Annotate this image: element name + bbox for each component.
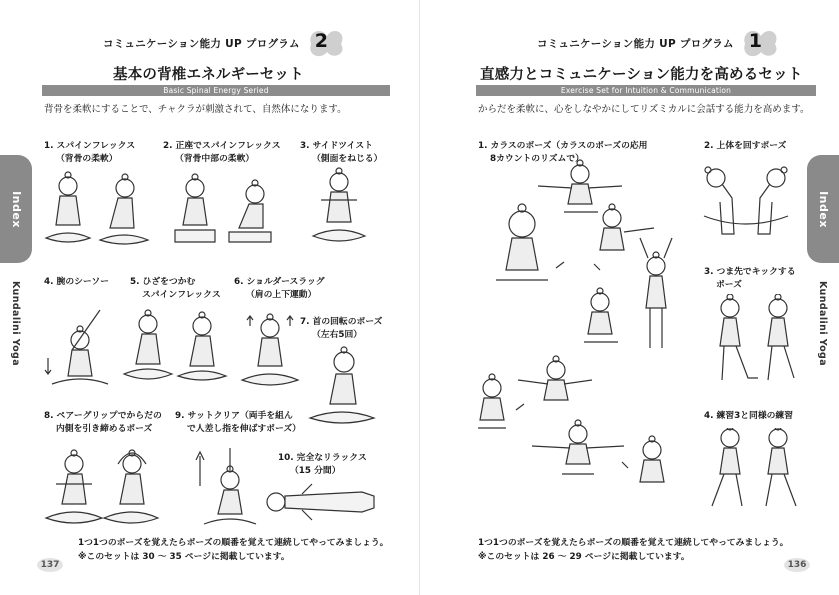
pose-illustration-10 [262,482,382,522]
side-label [6,268,26,388]
footer-line-2: ※このセットは 26 〜 29 ページに掲載しています。 [478,551,690,562]
pose-illustration-1-sequence [472,158,692,498]
side-label-text: Kundalini Yoga [817,280,829,367]
footer-line-2: ※このセットは 30 〜 35 ページに掲載しています。 [78,551,290,562]
page-number [783,557,811,573]
subtitle-bar: Basic Spinal Energy Seried [42,85,390,96]
page-number [36,557,64,573]
pose-title: 9. サットクリア（両手を組ん [175,411,293,421]
side-label-text: Kundalini Yoga [10,280,22,367]
pose-subtitle: （肩の上下運動） [246,290,317,300]
program-label: コミュニケーション能力 UP プログラム [103,37,300,50]
pose-title: 6. ショルダースラッグ [234,277,325,287]
right-page [420,0,839,595]
pose-illustration-3 [305,166,375,250]
footer-line-1: 1つ1つのポーズを覚えたらポーズの順番を覚えて連続してやってみましょう。 [78,538,389,548]
index-tab[interactable] [807,155,839,263]
pose-illustration-6 [236,306,306,392]
program-number-badge [303,28,347,58]
program-label: コミュニケーション能力 UP プログラム [537,37,734,50]
page-title: 基本の背椎エネルギーセット [113,67,304,83]
pose-illustration-4 [708,428,804,510]
lead-text: からだを柔軟に、心をしなやかにしてリズミカルに会話する能力を高めます。 [478,104,810,115]
pose-subtitle: （15 分間） [290,466,341,476]
pose-illustration-9 [178,446,258,530]
left-page [0,0,419,595]
pose-title: 2. 上体を回すポーズ [704,141,787,151]
index-tab[interactable] [0,155,32,263]
lead-text: 背骨を柔軟にすることで、チャクラが刺激されて、自然体になります。 [44,104,347,115]
pose-title: 8. ペアーグリップでからだの [44,411,162,421]
pose-label-2 [163,140,281,166]
pose-title: 3. サイドツイスト [300,141,373,151]
pose-subtitle: で人差し指を伸ばすポーズ） [187,424,301,434]
pose-subtitle: （側面をねじる） [312,154,383,164]
pose-label-3 [300,140,382,166]
pose-title: 4. 腕のシーソー [44,277,109,287]
pose-subtitle: （背骨中部の柔軟） [175,154,255,164]
pose-label-9 [175,410,301,436]
pose-label-5 [130,276,221,302]
pose-illustration-8 [42,442,162,532]
footer-line-1: 1つ1つのポーズを覚えたらポーズの順番を覚えて連続してやってみましょう。 [478,538,789,548]
pose-label-4 [704,410,793,423]
pose-title: 2. 正座でスパインフレックス [163,141,281,151]
program-header [537,28,781,58]
pose-illustration-2 [163,170,283,250]
program-number: 2 [314,30,329,52]
page-number-text: 137 [40,560,60,570]
pose-illustration-2 [696,158,796,240]
pose-label-1 [44,140,135,166]
pose-illustration-7 [300,346,380,428]
pose-title: 10. 完全なリラックス [278,453,367,463]
pose-title: 5. ひざをつかむ [130,277,196,287]
pose-title: 1. スパインフレックス [44,141,136,151]
index-tab-label: Index [816,190,830,228]
program-number-badge [737,28,781,58]
pose-illustration-3 [708,294,804,384]
pose-title: 4. 練習3と同様の練習 [704,411,794,421]
pose-subtitle: （左右5回） [312,330,363,340]
pose-label-10 [278,452,367,478]
pose-illustration-4 [40,300,120,390]
pose-label-6 [234,276,325,302]
side-label [813,268,833,388]
pose-illustration-5 [118,306,228,386]
pose-label-2 [704,140,786,153]
pose-label-8 [44,410,162,436]
pose-subtitle: 8カウントのリズムで） [490,154,584,164]
program-number: 1 [748,30,763,52]
pose-subtitle: ポーズ [716,280,742,290]
footer-note [78,537,388,564]
pose-title: 3. つま先でキックする [704,267,796,277]
page-title: 直感力とコミュニケーション能力を高めるセット [480,67,803,83]
subtitle-bar: Exercise Set for Intuition & Communication [476,85,816,96]
pose-label-7 [300,316,382,342]
program-header [103,28,347,58]
pose-subtitle: スパインフレックス [142,290,221,300]
pose-label-4 [44,276,109,289]
pose-title: 1. カラスのポーズ（カラスのポーズの応用 [478,141,648,151]
pose-subtitle: 内側を引き締めるポーズ [56,424,153,434]
pose-title: 7. 首の回転のポーズ [300,317,383,327]
pose-label-3 [704,266,796,292]
pose-subtitle: （背骨の柔軟） [56,154,118,164]
pose-illustration-1 [40,170,155,250]
page-number-text: 136 [787,560,807,570]
footer-note [478,537,788,564]
index-tab-label: Index [9,190,23,228]
